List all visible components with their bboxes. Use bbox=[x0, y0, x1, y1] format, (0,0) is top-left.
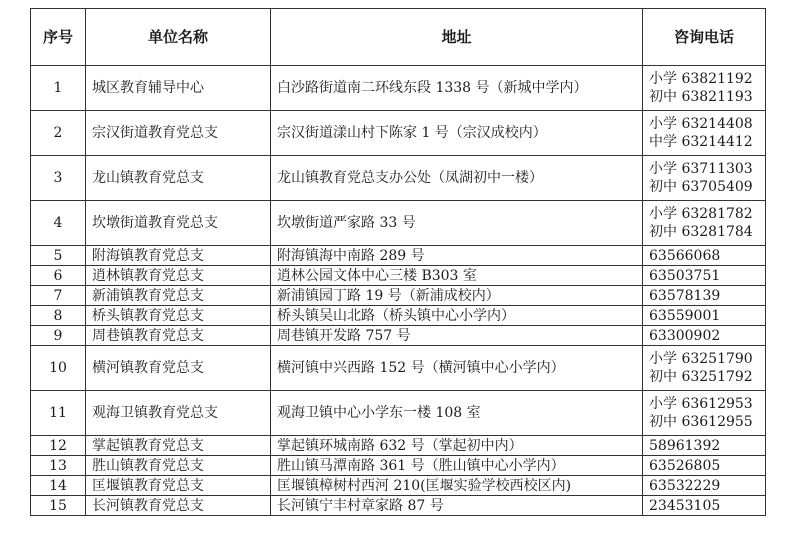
phone-number: 63566068 bbox=[649, 247, 721, 264]
phone-cell bbox=[643, 266, 766, 286]
row-number: 4 bbox=[31, 201, 86, 246]
unit-name: 桥头镇教育党总支 bbox=[86, 306, 271, 326]
phone-number: 63532229 bbox=[649, 477, 721, 494]
unit-name: 宗汉街道教育党总支 bbox=[86, 111, 271, 156]
table-row bbox=[31, 266, 766, 286]
unit-name: 掌起镇教育党总支 bbox=[86, 436, 271, 456]
table-row bbox=[31, 456, 766, 476]
table-row bbox=[31, 476, 766, 496]
row-number: 10 bbox=[31, 346, 86, 391]
phone-number: 58961392 bbox=[649, 437, 721, 454]
table-row bbox=[31, 246, 766, 266]
phone-number: 小学 63711303 bbox=[649, 161, 753, 177]
header-name: 单位名称 bbox=[86, 9, 271, 66]
address: 逍林公园文体中心三楼 B303 室 bbox=[271, 266, 643, 286]
unit-name: 附海镇教育党总支 bbox=[86, 246, 271, 266]
phone-number: 小学 63214408 bbox=[649, 116, 753, 132]
table-row bbox=[31, 66, 766, 111]
phone-cell bbox=[643, 111, 766, 156]
table-row bbox=[31, 156, 766, 201]
table-row bbox=[31, 391, 766, 436]
table-row bbox=[31, 346, 766, 391]
row-number: 14 bbox=[31, 476, 86, 496]
row-number: 15 bbox=[31, 496, 86, 516]
phone-number: 小学 63612953 bbox=[649, 396, 753, 412]
unit-name: 匡堰镇教育党总支 bbox=[86, 476, 271, 496]
phone-number: 初中 63281784 bbox=[649, 224, 753, 240]
address: 白沙路街道南二环线东段 1338 号（新城中学内） bbox=[271, 66, 643, 111]
unit-name: 周巷镇教育党总支 bbox=[86, 326, 271, 346]
row-number: 1 bbox=[31, 66, 86, 111]
unit-name: 观海卫镇教育党总支 bbox=[86, 391, 271, 436]
row-number: 13 bbox=[31, 456, 86, 476]
phone-number: 初中 63251792 bbox=[649, 369, 753, 385]
table-row bbox=[31, 496, 766, 516]
address: 匡堰镇樟树村西河 210(匡堰实验学校西校区内) bbox=[271, 476, 643, 496]
phone-cell bbox=[643, 306, 766, 326]
phone-number: 23453105 bbox=[649, 497, 721, 514]
phone-number: 63578139 bbox=[649, 287, 721, 304]
address: 新浦镇园丁路 19 号（新浦成校内） bbox=[271, 286, 643, 306]
phone-cell bbox=[643, 436, 766, 456]
address: 桥头镇吴山北路（桥头镇中心小学内） bbox=[271, 306, 643, 326]
phone-cell bbox=[643, 346, 766, 391]
table-row bbox=[31, 326, 766, 346]
row-number: 6 bbox=[31, 266, 86, 286]
address: 胜山镇马潭南路 361 号（胜山镇中心小学内） bbox=[271, 456, 643, 476]
unit-name: 龙山镇教育党总支 bbox=[86, 156, 271, 201]
header-address: 地址 bbox=[271, 9, 643, 66]
table-row bbox=[31, 306, 766, 326]
row-number: 9 bbox=[31, 326, 86, 346]
phone-number: 63526805 bbox=[649, 457, 721, 474]
phone-cell bbox=[643, 496, 766, 516]
address: 观海卫镇中心小学东一楼 108 室 bbox=[271, 391, 643, 436]
address: 坎墩街道严家路 33 号 bbox=[271, 201, 643, 246]
phone-cell bbox=[643, 476, 766, 496]
address: 附海镇海中南路 289 号 bbox=[271, 246, 643, 266]
row-number: 5 bbox=[31, 246, 86, 266]
address: 横河镇中兴西路 152 号（横河镇中心小学内） bbox=[271, 346, 643, 391]
unit-name: 坎墩街道教育党总支 bbox=[86, 201, 271, 246]
phone-cell bbox=[643, 286, 766, 306]
unit-name: 长河镇教育党总支 bbox=[86, 496, 271, 516]
unit-name: 逍林镇教育党总支 bbox=[86, 266, 271, 286]
unit-name: 城区教育辅导中心 bbox=[86, 66, 271, 111]
unit-name: 胜山镇教育党总支 bbox=[86, 456, 271, 476]
phone-number: 63300902 bbox=[649, 327, 721, 344]
phone-number: 中学 63214412 bbox=[649, 134, 753, 150]
header-row bbox=[31, 9, 766, 66]
phone-cell bbox=[643, 156, 766, 201]
contact-table bbox=[30, 8, 766, 516]
phone-number: 63559001 bbox=[649, 307, 721, 324]
phone-cell bbox=[643, 326, 766, 346]
phone-number: 小学 63281782 bbox=[649, 206, 753, 222]
address: 宗汉街道漾山村下陈家 1 号（宗汉成校内） bbox=[271, 111, 643, 156]
row-number: 12 bbox=[31, 436, 86, 456]
table-row bbox=[31, 286, 766, 306]
table-row bbox=[31, 111, 766, 156]
phone-number: 初中 63612955 bbox=[649, 414, 753, 430]
address: 长河镇宁丰村章家路 87 号 bbox=[271, 496, 643, 516]
phone-cell bbox=[643, 66, 766, 111]
address: 龙山镇教育党总支办公处（凤湖初中一楼） bbox=[271, 156, 643, 201]
header-no: 序号 bbox=[31, 9, 86, 66]
phone-cell bbox=[643, 456, 766, 476]
phone-number: 小学 63821192 bbox=[649, 71, 753, 87]
phone-number: 初中 63705409 bbox=[649, 179, 753, 195]
unit-name: 横河镇教育党总支 bbox=[86, 346, 271, 391]
address: 周巷镇开发路 757 号 bbox=[271, 326, 643, 346]
table-row bbox=[31, 436, 766, 456]
row-number: 2 bbox=[31, 111, 86, 156]
unit-name: 新浦镇教育党总支 bbox=[86, 286, 271, 306]
phone-cell bbox=[643, 201, 766, 246]
row-number: 11 bbox=[31, 391, 86, 436]
phone-number: 小学 63251790 bbox=[649, 351, 753, 367]
header-phone: 咨询电话 bbox=[643, 9, 766, 66]
table-row bbox=[31, 201, 766, 246]
phone-cell bbox=[643, 246, 766, 266]
phone-number: 初中 63821193 bbox=[649, 89, 753, 105]
address: 掌起镇环城南路 632 号（掌起初中内） bbox=[271, 436, 643, 456]
row-number: 8 bbox=[31, 306, 86, 326]
row-number: 3 bbox=[31, 156, 86, 201]
row-number: 7 bbox=[31, 286, 86, 306]
phone-cell bbox=[643, 391, 766, 436]
phone-number: 63503751 bbox=[649, 267, 721, 284]
